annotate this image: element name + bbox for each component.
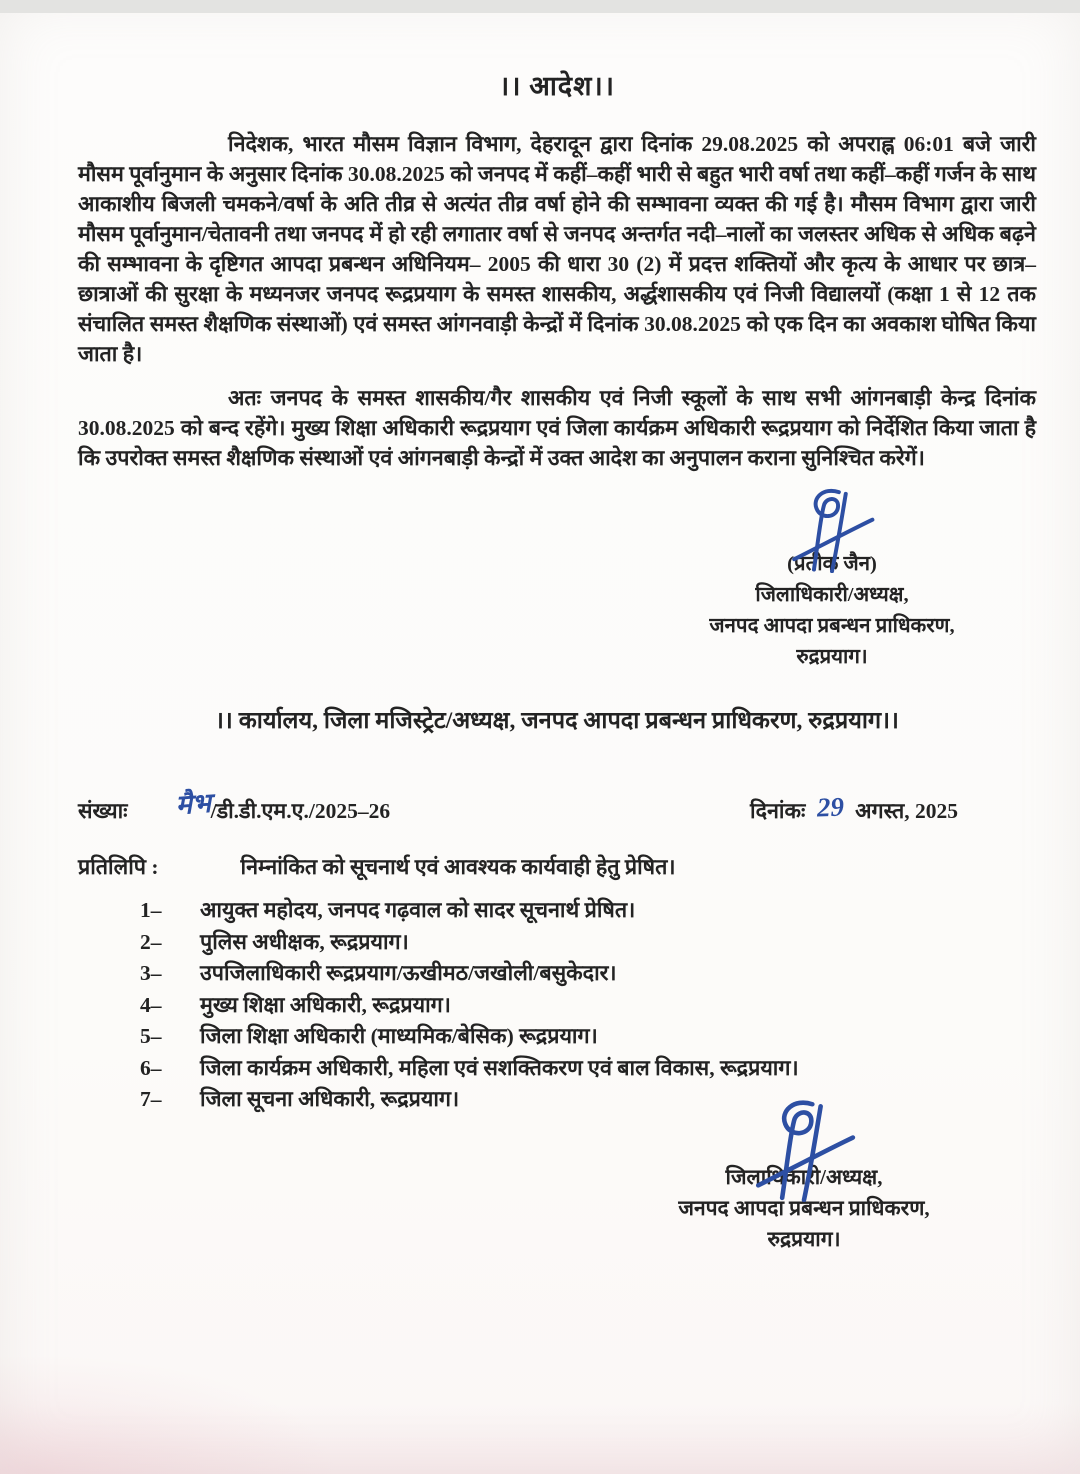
order-paragraph-2: अतः जनपद के समस्त शासकीय/गैर शासकीय एवं निजी स्कूलों के साथ सभी आंगनबाड़ी केन्द्र दिनांक 30.08.2025 को बन्द रहेंगे। मुख्य शिक्षा अधिकारी रूद्रप्रयाग एवं जिला कार्यक्रम अधिकारी रूद्रप्रयाग को निर्देशित किया जाता है कि उपरोक्त समस्त शैक्षणिक संस्थाओं एवं आंगनबाड़ी केन्द्रों में उक्त आदेश का अनुपालन कराना सुनिश्चित करेगें। — [78, 386, 1036, 470]
copy-item-text: उपजिलाधिकारी रूद्रप्रयाग/ऊखीमठ/जखोली/बसुकेदार। — [200, 961, 617, 985]
copy-item — [140, 958, 1036, 990]
copy-item-number: 2– — [140, 929, 162, 954]
ref-number-suffix: /डी.डी.एम.ए./2025–26 — [210, 799, 391, 823]
copy-item — [140, 895, 1036, 927]
copy-item-number: 1– — [140, 898, 162, 922]
copy-item-text: पुलिस अधीक्षक, रूद्रप्रयाग। — [200, 929, 409, 954]
reference-number-group — [78, 789, 390, 826]
office-heading: ।। कार्यालय, जिला मजिस्ट्रेट/अध्यक्ष, जनपद आपदा प्रबन्धन प्राधिकरण, रुद्रप्रयाग।। — [215, 708, 899, 734]
copy-item — [140, 1021, 1036, 1053]
signature-ink-icon — [752, 1098, 856, 1202]
copy-item — [140, 927, 1036, 959]
signature-block-top — [662, 487, 1002, 673]
scan-edge-bottom — [0, 1404, 1080, 1474]
copy-item-text: जिला शिक्षा अधिकारी (माध्यमिक/बेसिक) रूद्रप्रयाग। — [200, 1024, 598, 1048]
signature-block-bottom — [634, 1098, 974, 1255]
copy-item-number: 4– — [140, 992, 162, 1017]
reference-row — [78, 789, 1036, 826]
ref-number-label: संख्याः — [78, 799, 128, 823]
signatory-place: रुद्रप्रयाग। — [796, 646, 868, 668]
copy-item-text: जिला कार्यक्रम अधिकारी, महिला एवं सशक्तिकरण एवं बाल विकास, रूद्रप्रयाग। — [200, 1055, 799, 1080]
copy-label: प्रतिलिपि : — [78, 855, 159, 879]
copy-item-text: मुख्य शिक्षा अधिकारी, रूद्रप्रयाग। — [200, 992, 451, 1017]
ref-number-handwritten: मैभ — [174, 787, 212, 821]
signatory-designation: जिलाधिकारी/अध्यक्ष, — [725, 1164, 883, 1189]
date-day-handwritten: 29 — [816, 791, 845, 823]
copy-item-number: 5– — [140, 1024, 162, 1048]
order-title: ।। आदेश।। — [499, 71, 615, 101]
copy-section-header — [78, 852, 1036, 881]
copy-item — [140, 1053, 1036, 1085]
signatory-authority: जनपद आपदा प्रबन्धन प्राधिकरण, — [678, 1195, 930, 1220]
copy-item-number: 3– — [140, 961, 162, 985]
copy-item-text: जिला सूचना अधिकारी, रूद्रप्रयाग। — [200, 1087, 460, 1111]
date-label: दिनांकः — [750, 799, 806, 823]
reference-date-group — [750, 791, 958, 825]
copy-item — [140, 990, 1036, 1022]
signatory-name: (प्रतीक जैन) — [787, 553, 877, 575]
signatory-authority: जनपद आपदा प्रबन्धन प्राधिकरण, — [709, 615, 955, 637]
signature-ink-icon — [788, 487, 876, 573]
copy-item-number: 6– — [140, 1055, 162, 1080]
signatory-place: रुद्रप्रयाग। — [767, 1226, 841, 1251]
copy-list — [78, 895, 1036, 1116]
scan-corner-tint — [0, 1354, 340, 1474]
copy-item-text: आयुक्त महोदय, जनपद गढ़वाल को सादर सूचनार्थ प्रेषित। — [200, 898, 636, 922]
signatory-designation: जिलाधिकारी/अध्यक्ष, — [755, 584, 909, 606]
copy-item-number: 7– — [140, 1087, 162, 1111]
copy-intro: निम्नांकित को सूचनार्थ एवं आवश्यक कार्यवाही हेतु प्रेषित। — [240, 855, 676, 879]
order-paragraph-1: निदेशक, भारत मौसम विज्ञान विभाग, देहरादून द्वारा दिनांक 29.08.2025 को अपराह्न 06:01 बजे जारी मौसम पूर्वानुमान के अनुसार दिनांक 30.08.2025 को जनपद में कहीं–कहीं भारी से बहुत भारी वर्षा तथा कहीं–कहीं गर्जन के साथ आकाशीय बिजली चमकने/वर्षा के अति तीव्र से अत्यंत तीव्र वर्षा होने की सम्भावना व्यक्त की गई है। मौसम विभाग द्वारा जारी मौसम पूर्वानुमान/चेतावनी तथा जनपद में हो रही लगातार वर्षा से जनपद अन्तर्गत नदी–नालों का जलस्तर अधिक से अधिक बढ़ने की सम्भावना के दृष्टिगत आपदा प्रबन्धन अधिनियम– 2005 की धारा 30 (2) में प्रदत्त शक्तियों और कृत्य के आधार पर छात्र–छात्राओं की सुरक्षा के मध्यनजर जनपद रूद्रप्रयाग के समस्त शासकीय, अर्द्धशासकीय एवं निजी विद्यालयों (कक्षा 1 से 12 तक संचालित समस्त शैक्षणिक संस्थाओं) एवं समस्त आंगनवाड़ी केन्द्रों में दिनांक 30.08.2025 को एक दिन का अवकाश घोषित किया जाता है। — [78, 132, 1036, 366]
date-rest: अगस्त, 2025 — [855, 799, 958, 823]
